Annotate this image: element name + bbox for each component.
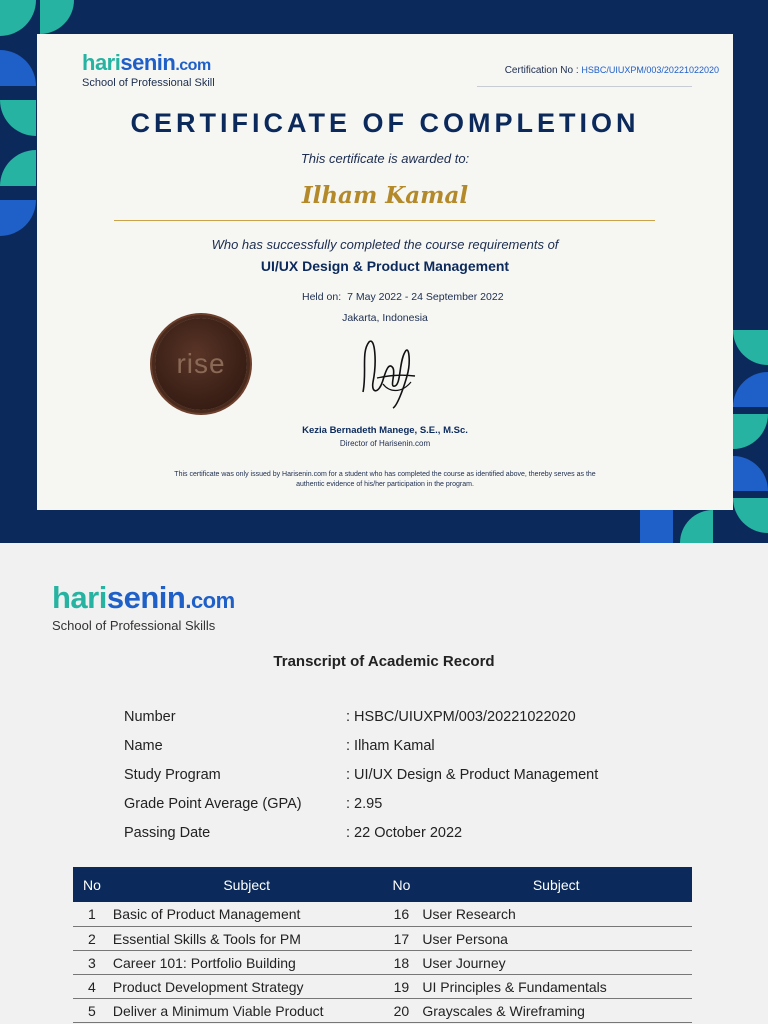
brand-name-part2: senin — [120, 50, 176, 75]
transcript-brand-suffix: .com — [185, 588, 235, 613]
certificate-title: CERTIFICATE OF COMPLETION — [130, 108, 640, 138]
divider — [477, 86, 692, 87]
row-no: 3 — [73, 950, 111, 974]
decorative-pattern-left — [0, 0, 40, 543]
table-row — [73, 902, 692, 926]
row-subject: Product Development Strategy — [111, 974, 383, 998]
info-label: Name — [124, 738, 163, 754]
row-no: 18 — [382, 950, 420, 974]
info-label: Study Program — [124, 767, 221, 783]
row-subject: UI Principles & Fundamentals — [420, 974, 692, 998]
table-row — [73, 998, 692, 1022]
row-no: 5 — [73, 998, 111, 1022]
row-no: 4 — [73, 974, 111, 998]
seal-text: rise — [176, 348, 226, 379]
brand-logo — [82, 50, 215, 89]
row-subject: User Persona — [420, 926, 692, 950]
row-subject: User Research — [420, 902, 692, 926]
decorative-pattern-right — [733, 330, 768, 543]
certification-number-value: HSBC/UIUXPM/003/20221022020 — [581, 65, 719, 75]
transcript-brand-name — [52, 580, 235, 616]
info-value: : Ilham Kamal — [346, 738, 435, 754]
signer-role: Director of Harisenin.com — [339, 439, 431, 448]
row-subject: User Journey — [420, 950, 692, 974]
row-subject: Basic of Product Management — [111, 902, 383, 926]
disclaimer: This certificate was only issued by Harisenin.com for a student who has completed the course as identified above, thereby serves as the authentic evidence of his/her participation in the program. — [174, 471, 596, 488]
held-on — [302, 291, 504, 303]
row-no: 16 — [382, 902, 420, 926]
table-row — [73, 926, 692, 950]
row-no: 1 — [73, 902, 111, 926]
brand-tagline: School of Professional Skill — [82, 77, 215, 89]
info-row-name — [124, 738, 598, 767]
row-subject: Deliver a Minimum Viable Product — [111, 998, 383, 1022]
signer-name: Kezia Bernadeth Manege, S.E., M.Sc. — [302, 425, 468, 436]
certification-number — [505, 65, 719, 76]
row-no: 19 — [382, 974, 420, 998]
info-label: Number — [124, 709, 176, 725]
header-no: No — [73, 867, 111, 902]
info-value: : HSBC/UIUXPM/003/20221022020 — [346, 709, 576, 725]
rise-seal — [155, 318, 247, 410]
completed-text: Who has successfully completed the course requirements of — [211, 237, 559, 252]
header-subject: Subject — [111, 867, 383, 902]
transcript-brand-part1: hari — [52, 580, 107, 615]
row-subject: Essential Skills & Tools for PM — [111, 926, 383, 950]
info-value: : 22 October 2022 — [346, 825, 463, 841]
certificate-paper — [37, 34, 733, 510]
table-row — [73, 974, 692, 998]
table-row — [73, 950, 692, 974]
info-row-passing-date — [124, 825, 598, 854]
info-label: Grade Point Average (GPA) — [124, 796, 302, 812]
info-row-number — [124, 709, 598, 738]
row-subject: Career 101: Portfolio Building — [111, 950, 383, 974]
transcript-title: Transcript of Academic Record — [273, 653, 495, 670]
info-row-study-program — [124, 767, 598, 796]
gold-divider — [114, 220, 655, 221]
info-value: : 2.95 — [346, 796, 383, 812]
recipient-name: Ilham Kamal — [301, 182, 469, 209]
awarded-text: This certificate is awarded to: — [300, 151, 470, 166]
held-label: Held on: — [302, 291, 342, 303]
row-no: 20 — [382, 998, 420, 1022]
row-no: 17 — [382, 926, 420, 950]
location: Jakarta, Indonesia — [342, 312, 428, 324]
brand-name-suffix: .com — [175, 57, 211, 74]
transcript-tagline: School of Professional Skills — [52, 618, 216, 633]
table-header-row — [73, 867, 692, 902]
transcript-page — [0, 543, 768, 1024]
brand-name-part1: hari — [82, 50, 121, 75]
signature-image — [353, 332, 423, 412]
header-subject: Subject — [420, 867, 692, 902]
info-label: Passing Date — [124, 825, 211, 841]
info-value: : UI/UX Design & Product Management — [346, 767, 599, 783]
info-row-gpa — [124, 796, 598, 825]
course-name: UI/UX Design & Product Management — [260, 258, 510, 274]
row-subject: Grayscales & Wireframing — [420, 998, 692, 1022]
brand-name — [82, 50, 215, 76]
transcript-brand-part2: senin — [106, 580, 186, 615]
certification-number-label: Certification No : — [504, 65, 579, 76]
row-no: 2 — [73, 926, 111, 950]
transcript-info — [124, 709, 598, 854]
subjects-table — [73, 867, 692, 1023]
decorative-pattern-top — [40, 0, 90, 34]
decorative-pattern-bottom — [640, 510, 733, 543]
held-dates: 7 May 2022 - 24 September 2022 — [347, 291, 504, 303]
header-no: No — [382, 867, 420, 902]
transcript-logo — [52, 580, 235, 633]
